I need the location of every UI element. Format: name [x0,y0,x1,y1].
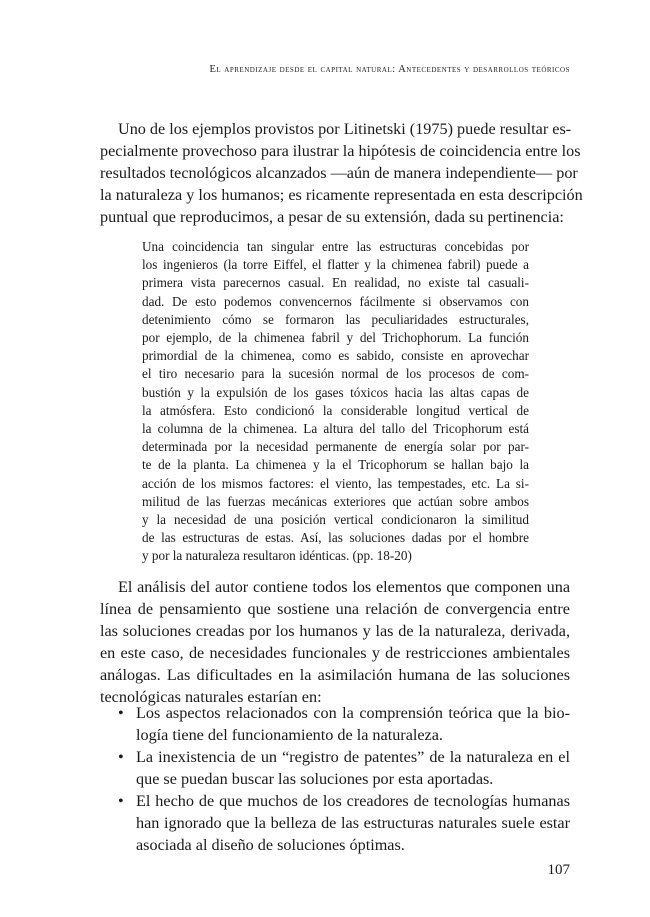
list-item-line: El hecho de que muchos de los creadores de tecnologías humanas [136,792,570,810]
quote-line: dad. De esto podemos convencernos fácilmente si observamos con [142,293,529,309]
running-header: El aprendizaje desde el capital natural: Antecedentes y desarrollos teóricos [209,64,570,75]
text-line: las soluciones creadas por los humanos y las de la naturaleza, derivada, [100,622,570,640]
quote-line: la atmósfera. Esto condicionó la considerable longitud vertical de [142,402,529,418]
quote-line: el tiro necesario para la sucesión normal de los procesos de com- [142,366,529,382]
list-item [100,746,570,790]
text-line: tecnológicas naturales estarían en: [100,688,322,706]
text-line: puntual que reproducimos, a pesar de su extensión, dada su pertinencia: [100,208,564,226]
list-item-line: La inexistencia de un “registro de patentes” de la naturaleza en el [136,748,570,766]
quote-line: primera vista parecernos casual. En realidad, no existe tal casuali- [142,275,529,291]
bullet-icon: • [118,748,124,766]
text-line: resultados tecnológicos alcanzados —aún de manera independiente— por [100,164,578,182]
text-line: análogas. Las dificultades en la asimilación humana de las soluciones [100,666,570,684]
quote-line: primordial de la chimenea, como es sabido, consiste en aprovechar [142,348,529,364]
text-line: pecialmente provechoso para ilustrar la hipótesis de coincidencia entre los [100,142,581,160]
list-item-line: asociada al diseño de soluciones óptimas. [136,836,405,854]
paragraph-intro [100,118,583,228]
quote-line: te de la planta. La chimenea y la el Tricophorum se hallan bajo la [142,457,529,473]
quote-line: y la necesidad de una posición vertical condicionaron la similitud [142,512,529,528]
page-number: 107 [547,862,570,878]
quote-line: la columna de la chimenea. La altura del tallo del Tricophorum está [142,421,529,437]
text-line: El análisis del autor contiene todos los elementos que componen una [118,578,570,596]
list-item-line: que se puedan buscar las soluciones por esta aportadas. [136,770,494,788]
list-item-line: logía tiene del funcionamiento de la naturaleza. [136,726,443,744]
bullet-icon: • [118,704,124,722]
quote-line: determinada por la necesidad permanente de energía solar por par- [142,439,529,455]
list-item [100,790,570,856]
quote-line: los ingenieros (la torre Eiffel, el flatter y la chimenea fabril) puede a [142,257,529,273]
quote-line: detenimiento cómo se formaron las peculiaridades estructurales, [142,311,529,327]
text-line: Uno de los ejemplos provistos por Litinetski (1975) puede resultar es- [118,120,572,138]
quote-line: de las estructuras de estas. Así, las soluciones dadas por el hombre [142,530,529,546]
quote-line: militud de las fuerzas mecánicas exteriores que actúan sobre ambos [142,493,529,509]
block-quote [142,238,529,566]
quote-line: acción de los mismos factores: el viento, las tempestades, etc. La si- [142,475,529,491]
text-line: línea de pensamiento que sostiene una relación de convergencia entre [100,600,570,618]
bullet-list [100,702,570,856]
quote-line: bustión y la expulsión de los gases tóxicos hacia las altas capas de [142,384,529,400]
text-line: la naturaleza y los humanos; es ricamente representada en esta descripción [100,186,583,204]
quote-line: y por la naturaleza resultaron idénticas. (pp. 18-20) [142,548,412,564]
bullet-icon: • [118,792,124,810]
quote-line: por ejemplo, de la chimenea fabril y del Trichophorum. La función [142,330,529,346]
text-line: en este caso, de necesidades funcionales y de restricciones ambientales [100,644,570,662]
list-item [100,702,570,746]
quote-line: Una coincidencia tan singular entre las estructuras concebidas por [142,239,529,254]
list-item-line: han ignorado que la belleza de las estructuras naturales suele estar [136,814,570,832]
paragraph-analysis [100,576,570,708]
list-item-line: Los aspectos relacionados con la comprensión teórica que la bio- [136,704,570,722]
